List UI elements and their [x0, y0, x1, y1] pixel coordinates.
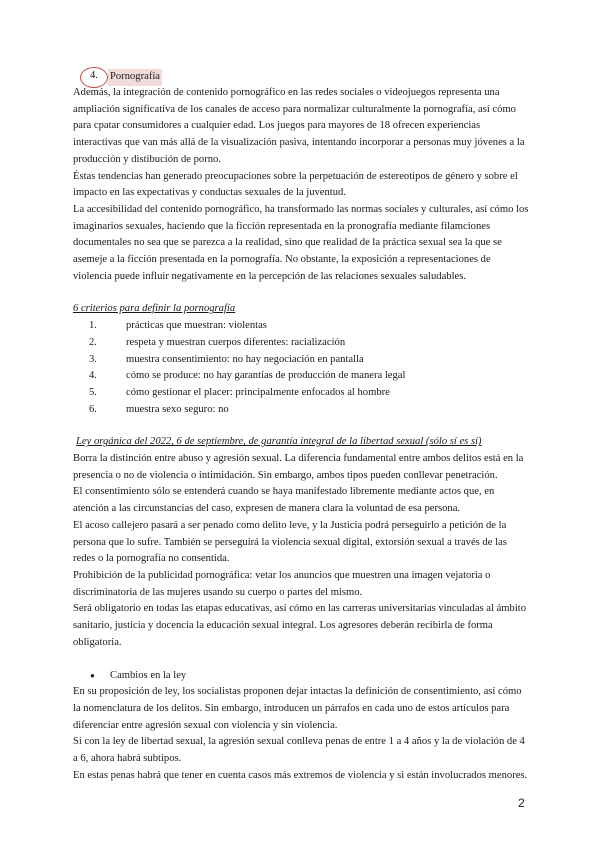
list-item-number: 1. [89, 320, 97, 332]
law-title: Ley orgánica del 2022, 6 de septiembre, de garantía integral de la libertad sexual (sólo sí es sí) [76, 436, 482, 448]
list-item-number: 4. [89, 370, 97, 382]
list-item [73, 352, 529, 369]
list-item [73, 318, 529, 335]
list-item-number: 5. [89, 386, 97, 398]
list-item-text: muestra sexo seguro: no [126, 403, 229, 415]
list-item-text: respeta y muestran cuerpos diferentes: racialización [126, 336, 346, 348]
law-paragraph: El consentimiento sólo se entenderá cuando se haya manifestado libremente mediante actos que, en atención a las circunstancias del caso, expresen de manera clara la voluntad de esa persona. [73, 486, 495, 515]
list-item [73, 402, 529, 419]
list-item [73, 368, 529, 385]
list-item-number: 6. [89, 403, 97, 415]
list-item-text: cómo gestionar el placer: principalmente enfocados al hombre [126, 386, 390, 398]
changes-bullet-item [73, 668, 529, 685]
section-title: Pornografía [108, 69, 162, 86]
section-heading [73, 68, 529, 85]
section-number: 4. [90, 70, 98, 81]
law-paragraph: Borra la distinción entre abuso y agresión sexual. La diferencia fundamental entre ambos delitos está en la presencia o no de violencia o intimidación. Sin embargo, ambos tipos pueden conllevar penetración. [73, 453, 524, 481]
intro-paragraph: Además, la integración de contenido pornográfico en las redes sociales o videojuegos representa una ampliación significativa de los canales de acceso para normalizar culturalmente la pornografía, así cómo para cpatar consumidores a cualquier edad. Los juegos para mayores de 18 ofrecen experiencias interactivas que van más allá de la visualización pasiva, intentando incorporar a personas muy jóvenes a la producción y distibución de porno. [73, 87, 525, 165]
page-content [73, 68, 529, 784]
changes-paragraph: En estas penas habrá que tener en cuenta casos más extremos de violencia y si están involucrados menores. [73, 769, 528, 781]
law-paragraph: El acoso callejero pasará a ser penado como delito leve, y la Justicia podrá perseguirlo a petición de la persona que lo sufre. También se perseguirá la violencia sexual digital, extorsión sexual a través de las redes o la pornografía no consentida. [73, 519, 507, 565]
criteria-list [73, 318, 529, 418]
changes-paragraph: En su proposición de ley, los socialistas proponen dejar intactas la definición de consentimiento, así cómo la nomenclatura de los delitos. Sin embargo, introducen un párrafos en cada uno de estos artículos para diferenciar entre agresión sexual con violencia y sin violencia. [73, 686, 522, 731]
criteria-title: 6 criterios para definir la pornografía [73, 303, 236, 315]
list-item [73, 335, 529, 352]
list-item-text: cómo se produce: no hay garantías de producción de manera legal [126, 370, 406, 382]
changes-paragraph: Si con la ley de libertad sexual, la agresión sexual conlleva penas de entre 1 a 4 años y la de violación de 4 a 6, ahora habrá subtipos. [73, 736, 525, 765]
list-item-text: prácticas que muestran: violentas [126, 320, 267, 332]
law-paragraph: Será obligatorio en todas las etapas educativas, así cómo en las carreras universitarias vinculadas al ámbito sanitario, justicia y docencia la educación sexual integral. Los agresores deberán recibirla de forma obligatoria. [73, 603, 527, 648]
list-item-number: 2. [89, 336, 97, 348]
page-number: 2 [518, 796, 525, 810]
changes-title: Cambios en la ley [110, 669, 187, 681]
bullet-icon: ● [90, 670, 95, 680]
intro-paragraph: La accesibilidad del contenido pornográfico, ha transformado las normas sociales y culturales, así cómo los imaginarios sexuales, haciendo que la ficción representada en la pronografía mediante filamciones documentales no sea que se parezca a la realidad, sino que realidad de la práctica sexual sea la que se asemeje a la ficción presentada en la pornografía. No obstante, la exposición a representaciones de violencia puede influir negativamente en la percepción de las relaciones sexuales saludables. [73, 203, 529, 282]
law-paragraph: Prohibición de la publicidad pornográfica: vetar los anuncios que muestren una imagen vejatoria o discriminatoria de las mujeres usando su cuerpo o partes del mismo. [73, 569, 491, 598]
intro-paragraph: Éstas tendencias han generado preocupaciones sobre la perpetuación de estereotipos de género y sobre el impacto en las expectativas y conductas sexuales de la juventud. [73, 170, 518, 199]
list-item-text: muestra consentimiento: no hay negociación en pantalla [126, 353, 364, 365]
list-item-number: 3. [89, 353, 97, 365]
list-item [73, 385, 529, 402]
